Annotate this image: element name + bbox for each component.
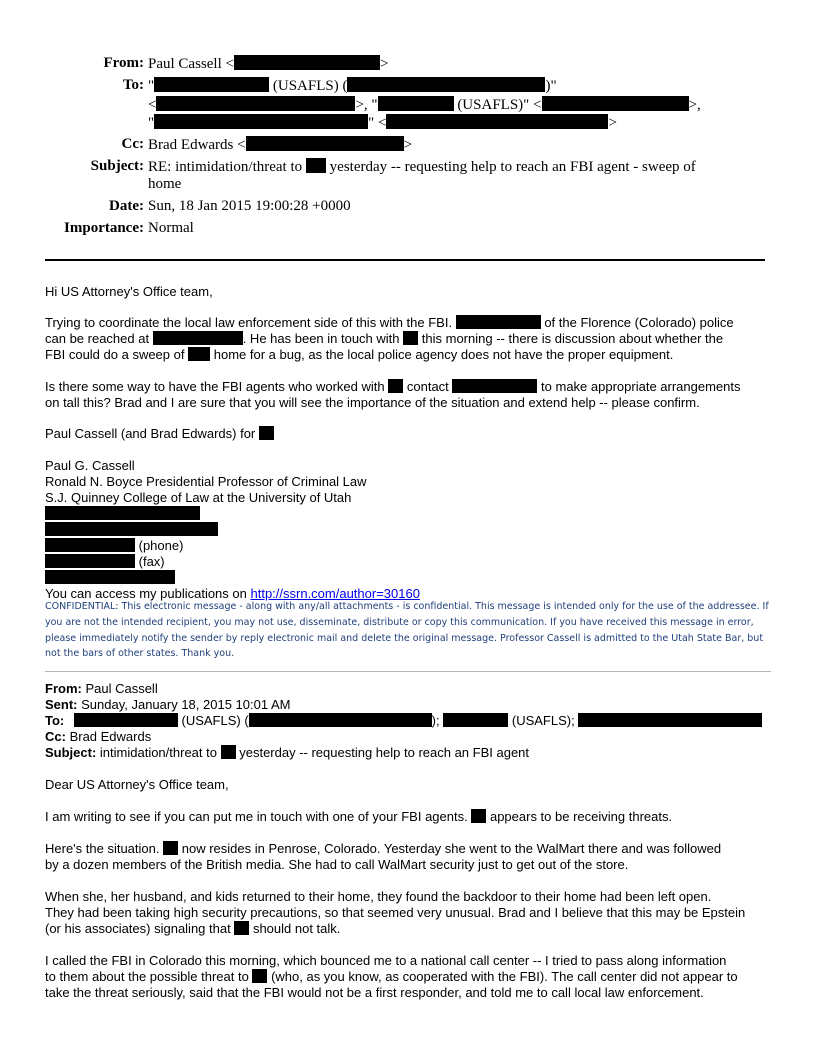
from-name: Paul Cassell <: [148, 56, 234, 72]
redacted-block: [542, 96, 689, 111]
signature-school: S.J. Quinney College of Law at the University of Utah: [45, 490, 352, 505]
confidential-notice: CONFIDENTIAL: This electronic message - along with any/all attachments - is confidential. This message is intended only for the use of the addressee. If you are not the intended recipient, you may not use, disseminate, distribute or copy this communication. If you have received this message in error, please immediately notify the sender by reply electronic mail and delete the original message. Professor Cassell is admitted to the Utah State Bar, but not the bars of other states. Thank you.: [45, 601, 769, 660]
redacted-block: [154, 77, 269, 92]
signature-redacted-3: [45, 570, 175, 585]
to-line-3: " " < >: [148, 115, 617, 131]
from-label: From:: [103, 55, 144, 71]
from-value: Paul Cassell < >: [148, 56, 389, 72]
redacted-block: [452, 379, 537, 393]
quoted-para-3-line-1: When she, her husband, and kids returned to their home, they found the backdoor to their home had been left open.: [45, 889, 712, 904]
redacted-block: [403, 331, 418, 345]
para-1-line-2: can be reached at . He has been in touch with this morning -- there is discussion about whether the: [45, 331, 724, 346]
sign-off: Paul Cassell (and Brad Edwards) for: [45, 426, 274, 441]
redacted-block: [578, 713, 762, 727]
redacted-block: [443, 713, 508, 727]
subject-value-line-2: home: [148, 176, 182, 192]
quoted-para-4-line-3: take the threat seriously, said that the FBI would not be a first responder, and told me to call local law enforcement.: [45, 985, 704, 1000]
to-line-2: < >, " (USAFLS)" < >,: [148, 97, 701, 113]
quoted-para-3-line-2: They had been taking high security precautions, so that seemed very unusual. Brad and I believe that this may be Epstein: [45, 905, 746, 920]
subject-label: Subject:: [90, 158, 144, 174]
redacted-block: [156, 96, 355, 111]
quoted-para-4-line-2: to them about the possible threat to (who, as you know, as cooperated with the FBI). The call center did not appear to: [45, 969, 738, 984]
redacted-block: [246, 136, 404, 151]
quoted-to: To: (USAFLS) ( ); (USAFLS);: [45, 713, 762, 728]
quoted-sent: Sent: Sunday, January 18, 2015 10:01 AM: [45, 697, 291, 712]
redacted-block: [45, 554, 135, 568]
redacted-block: [378, 96, 454, 111]
redacted-block: [221, 745, 236, 759]
importance-label: Importance:: [64, 220, 144, 236]
importance-value: Normal: [148, 220, 194, 236]
signature-fax: (fax): [45, 554, 165, 569]
cc-label: Cc:: [121, 136, 144, 152]
quoted-para-3-line-3: (or his associates) signaling that should not talk.: [45, 921, 341, 936]
redacted-block: [471, 809, 486, 823]
subject-value: RE: intimidation/threat to yesterday -- requesting help to reach an FBI agent - sweep of: [148, 159, 696, 175]
redacted-block: [259, 426, 274, 440]
quoted-para-4-line-1: I called the FBI in Colorado this morning, which bounced me to a national call center -- I tried to pass along information: [45, 953, 727, 968]
redacted-block: [306, 158, 326, 173]
signature-redacted-1: [45, 506, 200, 521]
redacted-block: [188, 347, 210, 361]
redacted-block: [74, 713, 178, 727]
quoted-greeting: Dear US Attorney's Office team,: [45, 777, 229, 792]
quoted-from: From: Paul Cassell: [45, 681, 158, 696]
quoted-cc: Cc: Brad Edwards: [45, 729, 152, 744]
redacted-block: [234, 55, 380, 70]
redacted-block: [45, 538, 135, 552]
quote-divider: [45, 671, 771, 672]
redacted-block: [154, 114, 368, 129]
publications-link[interactable]: http://ssrn.com/author=30160: [250, 586, 420, 601]
redacted-block: [249, 713, 432, 727]
header-divider: [45, 259, 765, 261]
quoted-para-2-line-1: Here's the situation. now resides in Penrose, Colorado. Yesterday she went to the WalMart there and was followed: [45, 841, 722, 856]
redacted-block: [153, 331, 243, 345]
redacted-block: [347, 77, 545, 92]
to-label: To:: [122, 77, 144, 93]
quoted-para-1: I am writing to see if you can put me in touch with one of your FBI agents. appears to be receiving threats.: [45, 809, 673, 824]
greeting: Hi US Attorney's Office team,: [45, 284, 213, 299]
quoted-subject: Subject: intimidation/threat to yesterday -- requesting help to reach an FBI agent: [45, 745, 530, 760]
quoted-para-2-line-2: by a dozen members of the British media. She had to call WalMart security just to get out of the store.: [45, 857, 629, 872]
para-1-line-3: FBI could do a sweep of home for a bug, as the local police agency does not have the proper equipment.: [45, 347, 674, 362]
para-2-line-1: Is there some way to have the FBI agents who worked with contact to make appropriate arrangements: [45, 379, 741, 394]
date-value: Sun, 18 Jan 2015 19:00:28 +0000: [148, 198, 351, 214]
publications-line: You can access my publications on http://ssrn.com/author=30160: [45, 586, 420, 601]
date-label: Date:: [109, 198, 144, 214]
to-line-1: " (USAFLS) ( )": [148, 78, 557, 94]
signature-name: Paul G. Cassell: [45, 458, 135, 473]
cc-value: Brad Edwards < >: [148, 137, 413, 153]
signature-phone: (phone): [45, 538, 183, 553]
redacted-block: [234, 921, 249, 935]
para-1-line-1: Trying to coordinate the local law enforcement side of this with the FBI. of the Florence (Colorado) police: [45, 315, 734, 330]
redacted-block: [388, 379, 403, 393]
redacted-block: [252, 969, 267, 983]
signature-title: Ronald N. Boyce Presidential Professor of Criminal Law: [45, 474, 367, 489]
signature-redacted-2: [45, 522, 218, 537]
para-2-line-2: on tall this? Brad and I are sure that you will see the importance of the situation and extend help -- please confirm.: [45, 395, 700, 410]
redacted-block: [386, 114, 608, 129]
redacted-block: [456, 315, 541, 329]
redacted-block: [163, 841, 178, 855]
